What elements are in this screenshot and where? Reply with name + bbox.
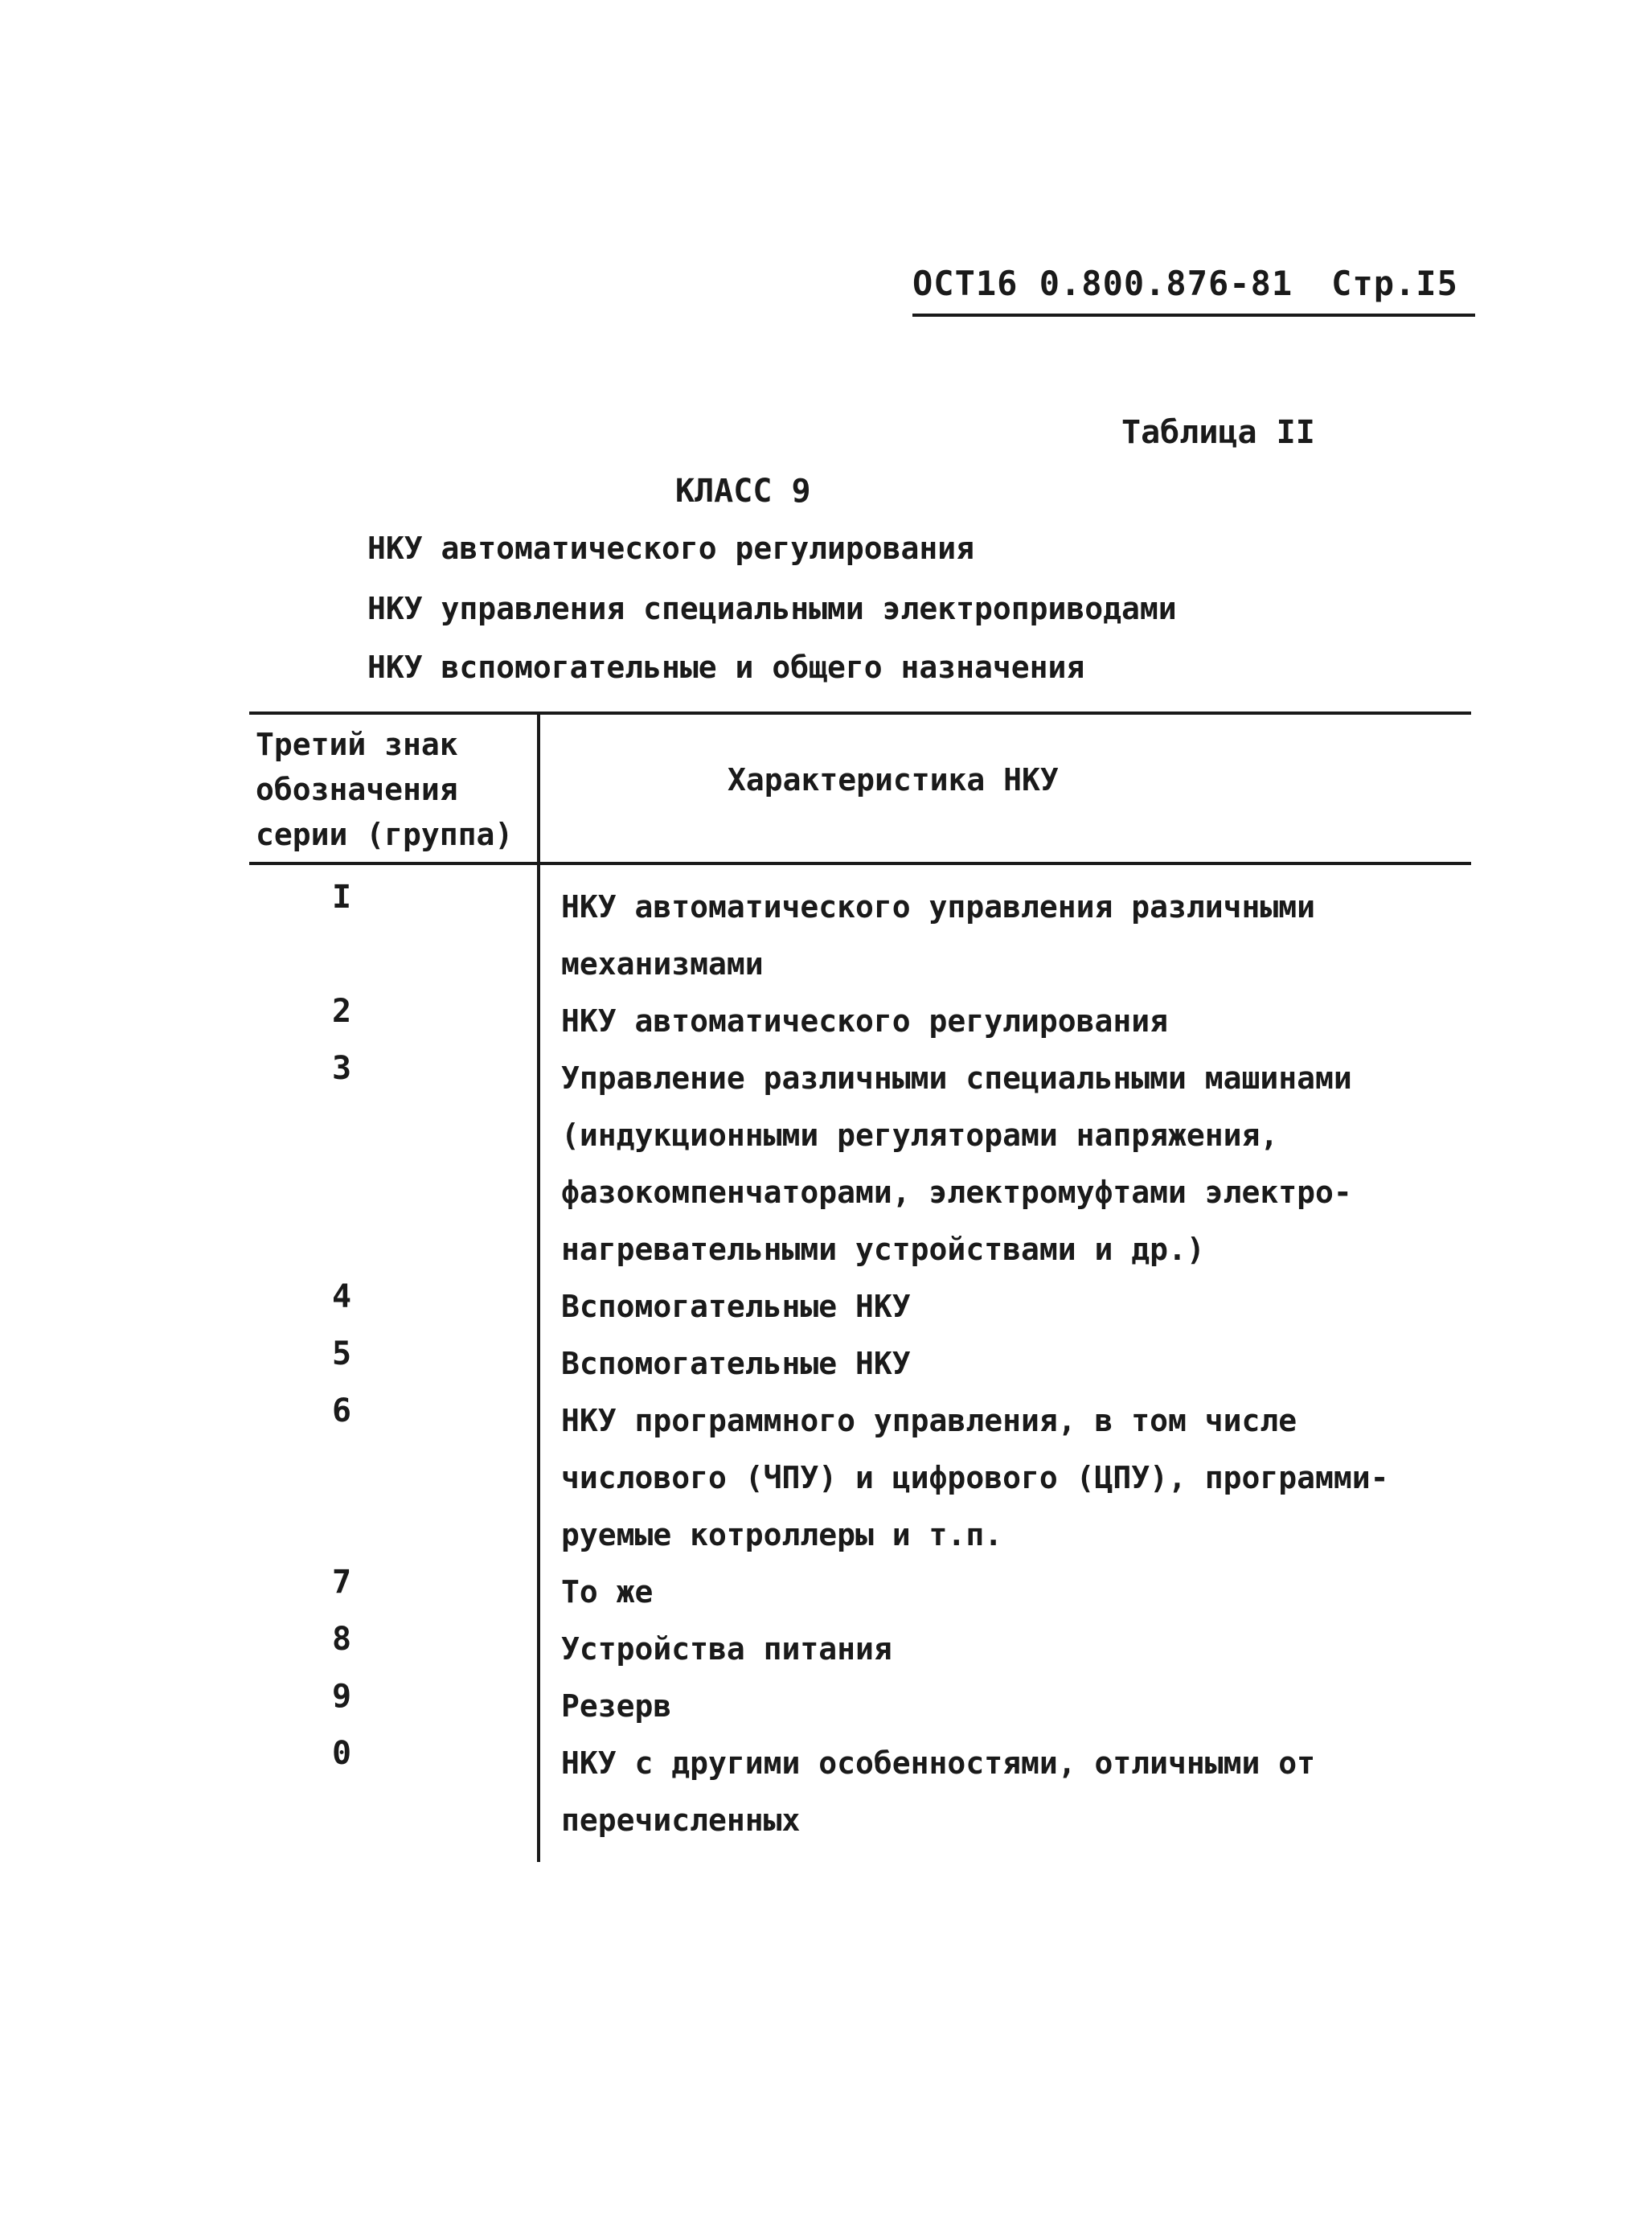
row-characteristic-line: (индукционными регуляторами напряжения, [561, 1118, 1279, 1153]
row-group-number: 9 [331, 1678, 352, 1715]
row-group-number: 7 [331, 1564, 352, 1601]
row-group-number: 8 [331, 1621, 352, 1658]
row-group-number: 4 [331, 1278, 352, 1315]
row-characteristic-line: нагревательными устройствами и др.) [561, 1232, 1205, 1267]
row-group-number: I [331, 879, 352, 916]
row-group-number: 2 [331, 993, 352, 1030]
table-top-rule [249, 712, 1471, 715]
row-characteristic-line: НКУ автоматического регулирования [561, 1003, 1168, 1039]
row-characteristic [561, 993, 1461, 1050]
row-characteristic [561, 1678, 1461, 1735]
row-characteristic-line: руемые котроллеры и т.п. [561, 1517, 1003, 1552]
row-characteristic [561, 1735, 1461, 1849]
table-label: Таблица II [1121, 414, 1315, 451]
class-title: КЛАСС 9 [675, 473, 811, 510]
row-characteristic-line: фазокомпенчаторами, электромуфтами электро- [561, 1175, 1352, 1210]
row-characteristic [561, 1278, 1461, 1335]
row-characteristic [561, 1392, 1461, 1564]
subtitle-3: НКУ вспомогательные и общего назначения [367, 650, 1085, 685]
row-characteristic [561, 1621, 1461, 1678]
column-header-characteristic: Характеристика НКУ [728, 762, 1059, 798]
row-characteristic-line: Управление различными специальными машинами [561, 1060, 1352, 1096]
row-characteristic-line: Вспомогательные НКУ [561, 1346, 911, 1381]
page-number: Стр.I5 [1331, 264, 1458, 303]
row-characteristic [561, 1050, 1461, 1278]
row-characteristic [561, 879, 1461, 993]
document-header [912, 264, 1458, 303]
row-characteristic [561, 1564, 1461, 1621]
row-characteristic-line: перечисленных [561, 1802, 801, 1838]
row-group-number: 3 [331, 1050, 352, 1087]
row-characteristic-line: То же [561, 1574, 654, 1610]
row-characteristic-line: Устройства питания [561, 1631, 892, 1667]
row-characteristic-line: НКУ программного управления, в том числе [561, 1403, 1297, 1438]
row-characteristic-line: числового (ЧПУ) и цифрового (ЦПУ), программи- [561, 1460, 1389, 1495]
table-header-rule [249, 862, 1471, 865]
subtitle-1: НКУ автоматического регулирования [367, 531, 974, 566]
row-group-number: 0 [331, 1735, 352, 1772]
row-group-number: 5 [331, 1335, 352, 1372]
row-characteristic [561, 1335, 1461, 1392]
header-underline [912, 314, 1475, 317]
row-characteristic-line: Вспомогательные НКУ [561, 1289, 911, 1324]
row-characteristic-line: НКУ с другими особенностями, отличными от [561, 1745, 1315, 1781]
row-characteristic-line: НКУ автоматического управления различными [561, 889, 1315, 925]
table-column-divider [537, 712, 540, 1862]
row-characteristic-line: механизмами [561, 946, 764, 982]
subtitle-2: НКУ управления специальными электроприводами [367, 591, 1177, 626]
column-header-group: Третий знак обозначения серии (группа) [256, 727, 514, 852]
row-characteristic-line: Резерв [561, 1688, 672, 1724]
row-group-number: 6 [331, 1392, 352, 1429]
document-code: ОСТ16 0.800.876-81 [912, 264, 1293, 303]
